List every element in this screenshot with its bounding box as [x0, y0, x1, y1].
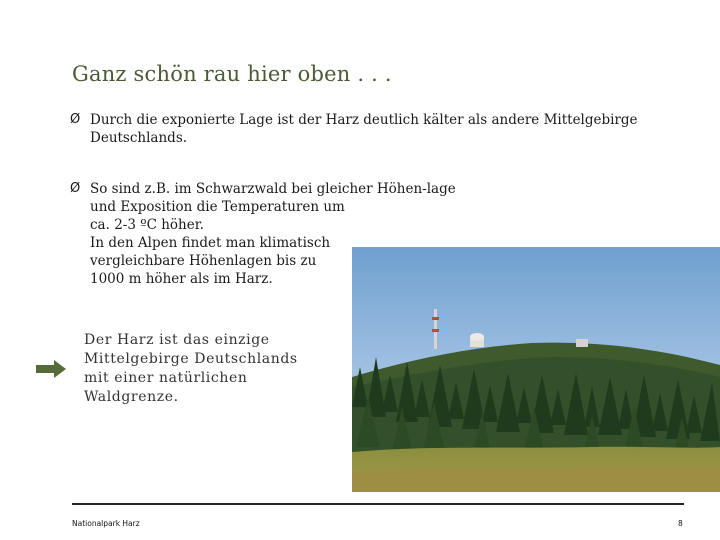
callout-line: Mittelgebirge Deutschlands — [84, 351, 298, 367]
bullet-line: und Exposition die Temperaturen um — [90, 199, 345, 215]
bullet-line: So sind z.B. im Schwarzwald bei gleicher Höhen-lage — [90, 181, 456, 197]
right-arrow-icon — [36, 360, 66, 378]
bullet-arrow-icon: Ø — [70, 181, 81, 196]
brocken-photo — [352, 247, 720, 492]
callout-line: mit einer natürlichen — [84, 370, 248, 386]
bullet-line: Deutschlands. — [90, 130, 188, 146]
footer-divider — [72, 503, 684, 505]
bullet-line: vergleichbare Höhenlagen bis zu — [90, 253, 317, 269]
page-number: 8 — [678, 519, 683, 528]
callout-text — [84, 331, 298, 407]
bullet-line: In den Alpen findet man klimatisch — [90, 235, 331, 251]
footer-label: Nationalpark Harz — [72, 519, 140, 528]
bullet-line: ca. 2-3 ºC höher. — [90, 217, 204, 233]
bullet-item-1 — [70, 111, 670, 147]
callout-line: Der Harz ist das einzige — [84, 332, 270, 348]
bullet-line: 1000 m höher als im Harz. — [90, 271, 273, 287]
callout-line: Waldgrenze. — [84, 389, 179, 405]
bullet-line: Durch die exponierte Lage ist der Harz deutlich kälter als andere Mittelgebirge — [90, 112, 638, 128]
slide-title: Ganz schön rau hier oben . . . — [72, 62, 392, 86]
bullet-arrow-icon: Ø — [70, 112, 81, 127]
bullet-text — [90, 111, 670, 147]
